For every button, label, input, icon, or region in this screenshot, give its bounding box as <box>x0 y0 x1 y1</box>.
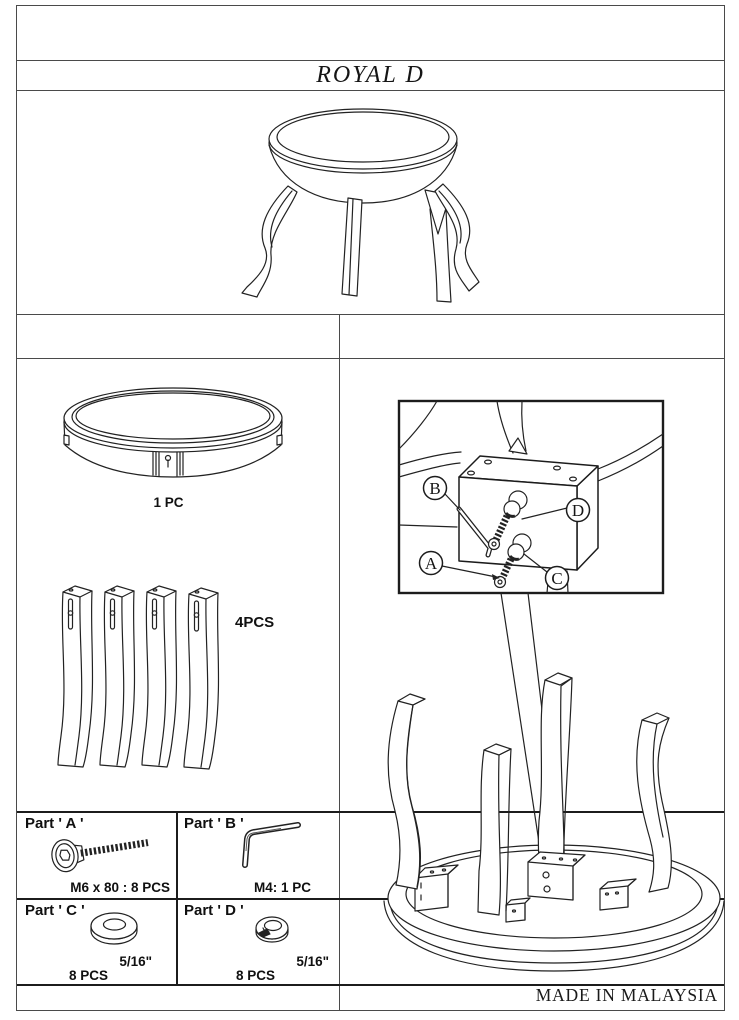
legs-illustration <box>59 581 233 776</box>
svg-text:D: D <box>571 501 585 520</box>
part-a-label: Part ' A ' <box>25 815 84 832</box>
inverted-table-illustration <box>384 673 724 971</box>
page-border <box>16 5 725 1011</box>
made-in-label: MADE IN MALAYSIA <box>535 985 718 1005</box>
callout-d <box>567 499 590 522</box>
svg-text:B: B <box>429 479 441 498</box>
part-b-label: Part ' B ' <box>184 815 244 832</box>
part-c-qty: 8 PCS <box>69 968 109 983</box>
inverted-leg <box>388 694 425 889</box>
callout-c <box>546 567 569 590</box>
header-divider-top <box>17 60 724 61</box>
part-c-size: 5/16" <box>119 954 152 969</box>
header-divider-bottom <box>17 90 724 91</box>
bolt-icon <box>51 829 156 876</box>
assembly-detail-illustration <box>340 359 725 1010</box>
legs-qty-label: 4PCS <box>235 614 275 631</box>
callout-a <box>420 552 443 575</box>
part-b-spec: M4: 1 PC <box>253 880 311 895</box>
section-divider-upper <box>17 314 724 315</box>
part-d-size: 5/16" <box>296 954 329 969</box>
svg-text:A: A <box>424 554 438 573</box>
part-d-label: Part ' D ' <box>184 902 244 919</box>
allen-key-icon <box>236 819 306 871</box>
product-title: ROYAL D <box>316 62 425 88</box>
assembled-table-illustration <box>207 94 517 312</box>
lock-washer-icon <box>251 911 293 946</box>
flat-washer-icon <box>86 909 143 947</box>
zoom-leader-line <box>501 593 542 862</box>
callout-b <box>424 477 447 500</box>
part-d-qty: 8 PCS <box>236 968 276 983</box>
part-c-label: Part ' C ' <box>25 902 85 919</box>
part-a-spec: M6 x 80 : 8 PCS <box>70 880 170 895</box>
svg-text:C: C <box>551 569 563 588</box>
tabletop-qty-label: 1 PC <box>153 495 184 510</box>
tabletop-illustration <box>56 379 301 489</box>
